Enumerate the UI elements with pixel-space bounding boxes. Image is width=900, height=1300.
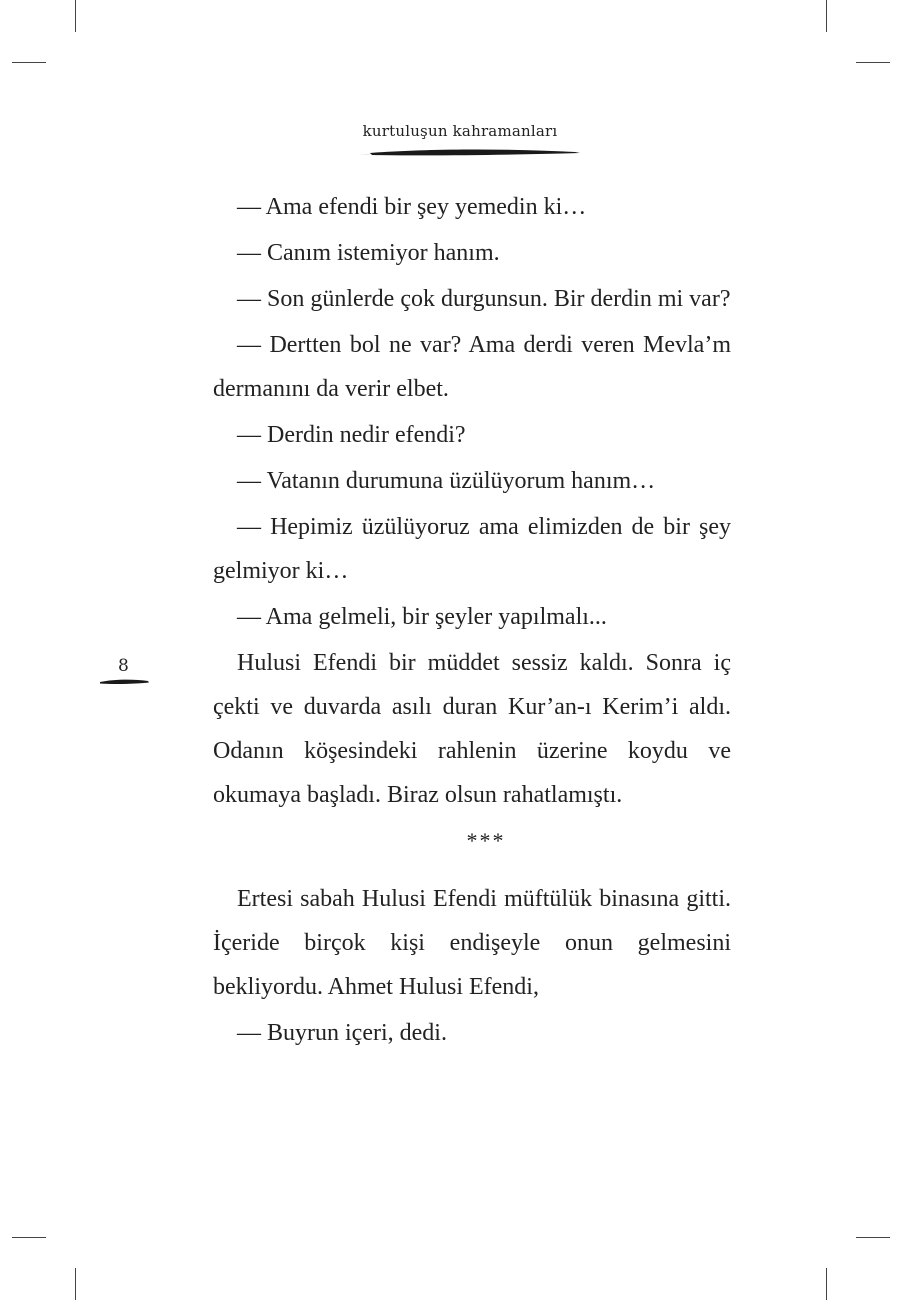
page-number-text: 8	[118, 656, 129, 676]
crop-mark-bottom-left	[75, 1268, 76, 1300]
paragraph: — Vatanın durumuna üzülüyorum hanım…	[237, 468, 656, 494]
crop-mark-bottom-left-h	[12, 1237, 46, 1238]
running-title: kurtuluşun kahramanları	[362, 122, 558, 140]
paragraph: Hulusi Efendi bir müddet sessiz kaldı. Sonra iç çekti ve duvarda asılı duran Kur’an-ı Kerim’i aldı. Odanın köşesindeki rahlenin üzerine koydu ve okumaya başladı. Biraz olsun rahatlamıştı.	[213, 650, 731, 808]
section-separator: ***	[466, 828, 506, 853]
crop-mark-bottom-right	[826, 1268, 827, 1300]
paragraph: — Buyrun içeri, dedi.	[237, 1020, 447, 1046]
paragraph: — Canım istemiyor hanım.	[237, 240, 500, 266]
crop-mark-top-left-h	[12, 62, 46, 63]
crop-mark-top-right-h	[856, 62, 890, 63]
page-number	[96, 656, 156, 676]
body-text	[213, 185, 731, 1055]
paragraph: — Hepimiz üzülüyoruz ama elimizden de bir şey gelmiyor ki…	[213, 514, 731, 584]
running-header	[330, 122, 590, 162]
crop-mark-top-left	[75, 0, 76, 32]
paragraph: — Dertten bol ne var? Ama derdi veren Mevla’m dermanını da verir elbet.	[213, 332, 731, 402]
paragraph: — Ama efendi bir şey yemedin ki…	[237, 194, 587, 220]
brush-stroke-icon	[330, 146, 590, 160]
crop-mark-bottom-right-h	[856, 1237, 890, 1238]
paragraph: — Son günlerde çok durgunsun. Bir derdin mi var?	[237, 286, 731, 312]
paragraph: — Derdin nedir efendi?	[237, 422, 466, 448]
paragraph: Ertesi sabah Hulusi Efendi müftülük binasına gitti. İçeride birçok kişi endişeyle onun gelmesini bekliyordu. Ahmet Hulusi Efendi,	[213, 886, 731, 1000]
brush-stroke-icon	[96, 676, 156, 688]
crop-mark-top-right	[826, 0, 827, 32]
paragraph: — Ama gelmeli, bir şeyler yapılmalı...	[237, 604, 607, 630]
